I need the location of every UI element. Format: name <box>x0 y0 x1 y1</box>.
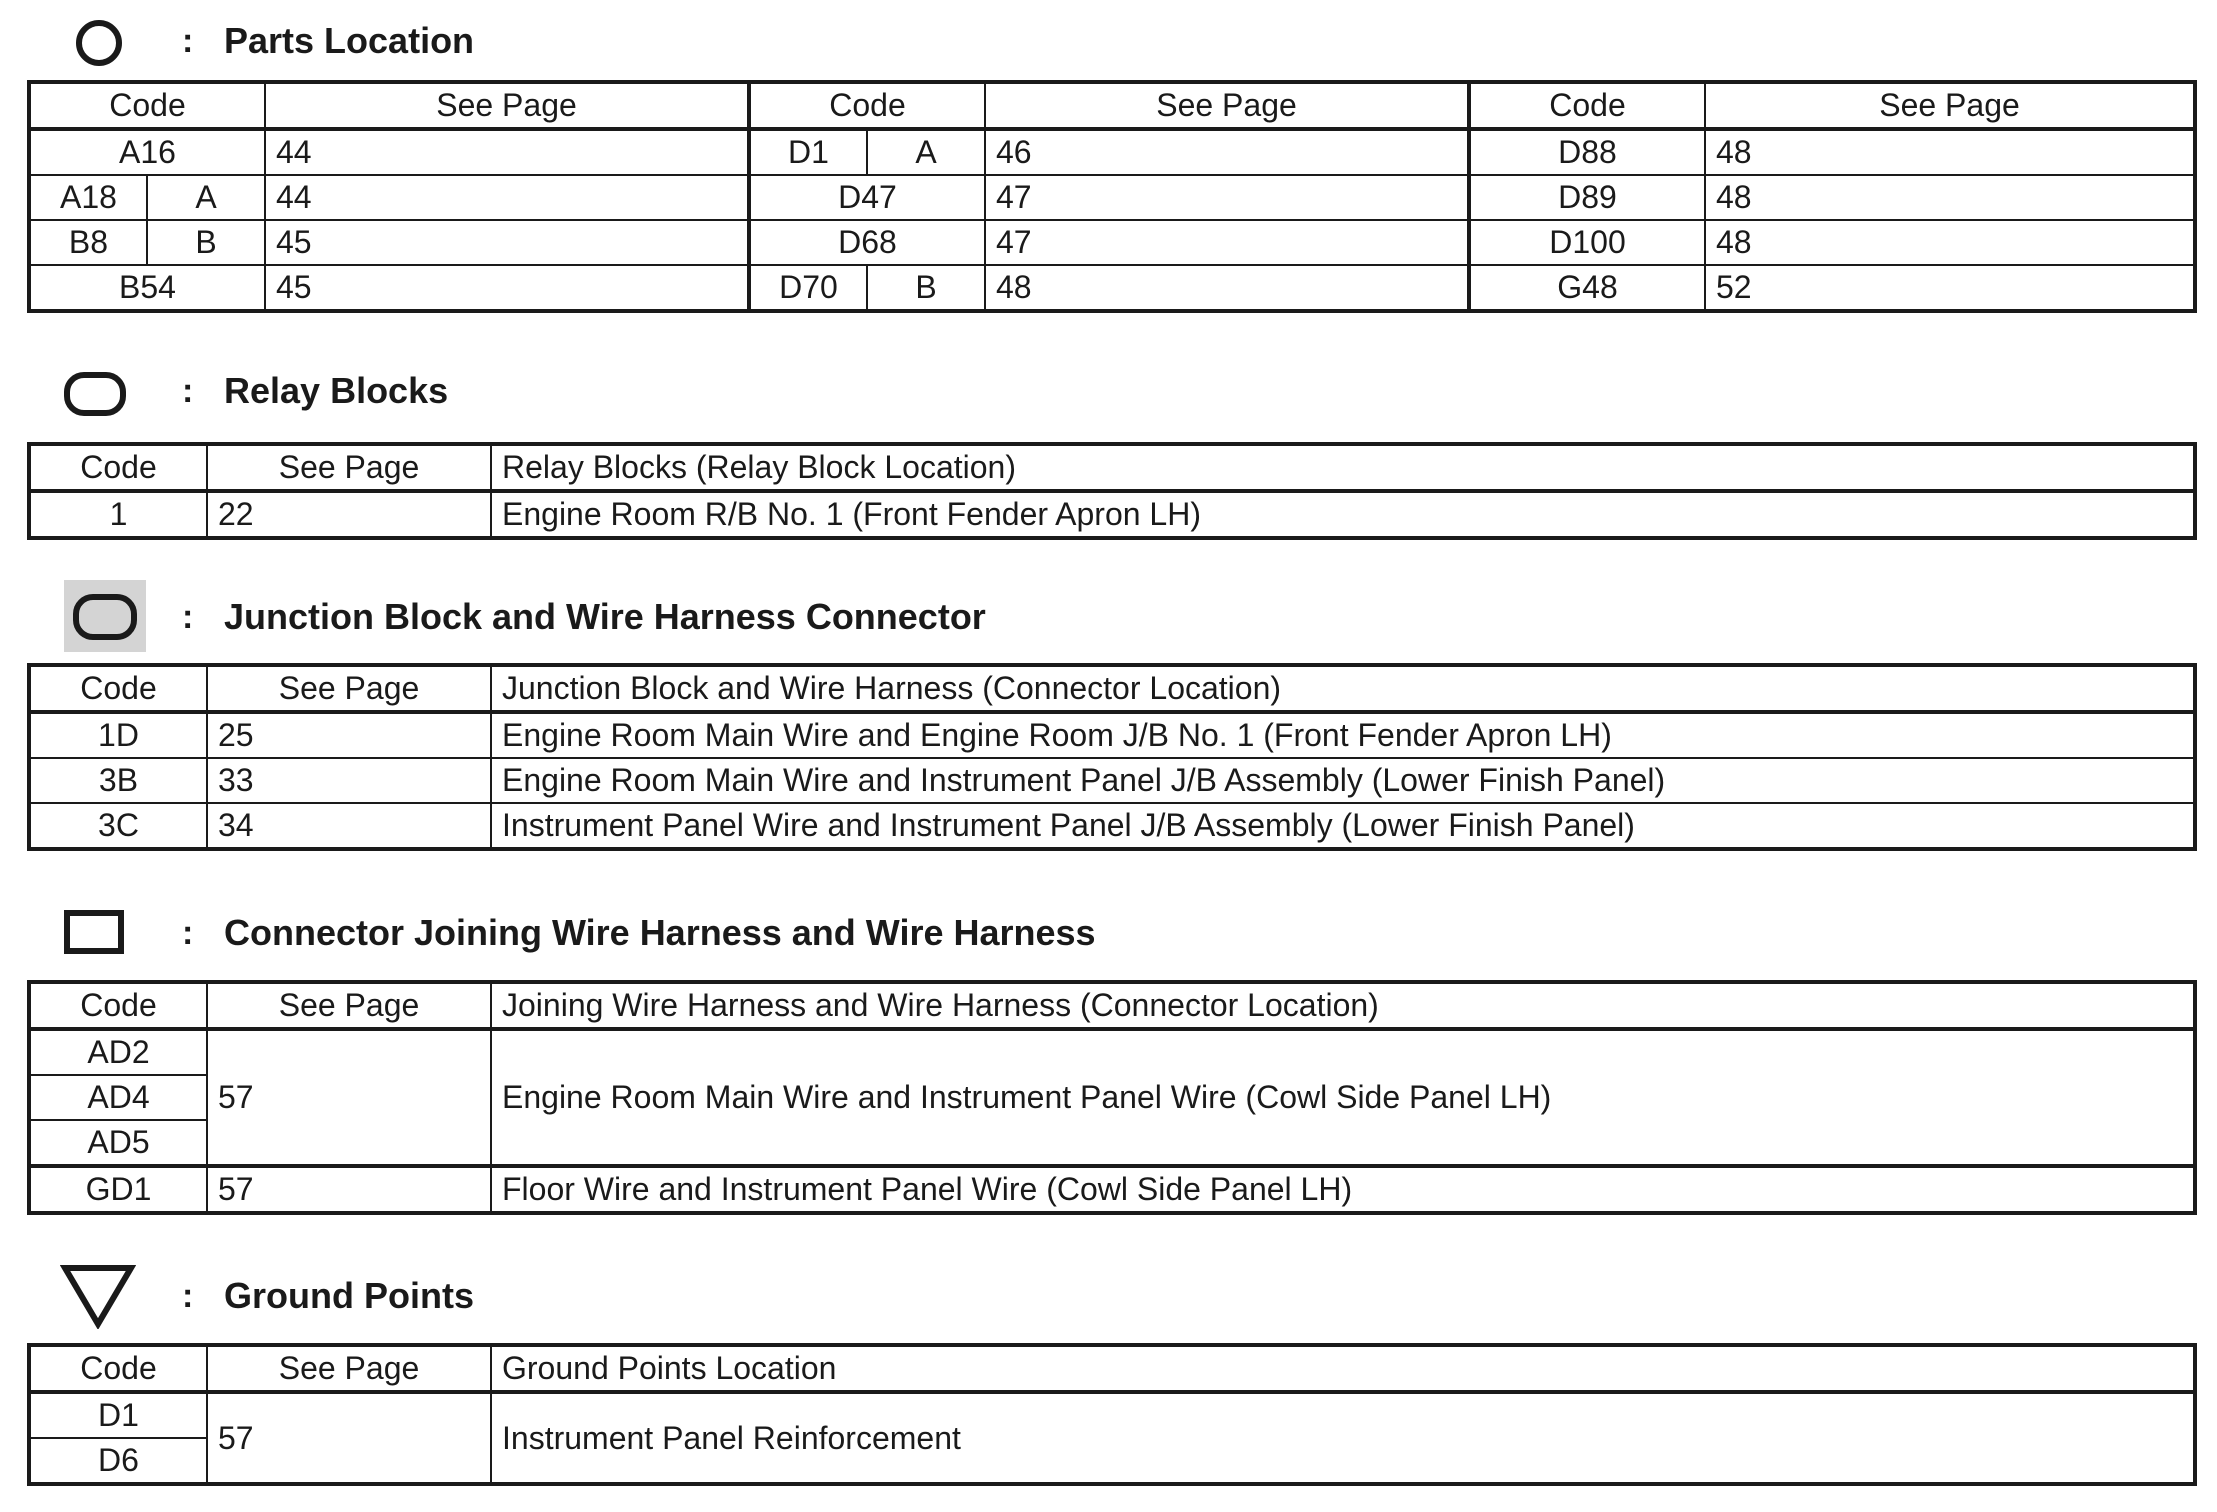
table-row <box>29 175 2195 220</box>
colon: : <box>182 1277 194 1315</box>
code-cell: D89 <box>1469 175 1705 220</box>
colon: : <box>182 598 194 636</box>
table-row <box>29 803 2195 849</box>
header-see-page: See Page <box>207 444 491 491</box>
code-cell: GD1 <box>29 1166 207 1213</box>
table-row <box>29 1166 2195 1213</box>
header-see-page: See Page <box>207 665 491 712</box>
page-cell: 22 <box>207 491 491 538</box>
page-cell: 47 <box>985 220 1469 265</box>
page-cell: 34 <box>207 803 491 849</box>
header-description: Junction Block and Wire Harness (Connector Location) <box>491 665 2195 712</box>
header-see-page: See Page <box>985 82 1469 129</box>
code-cell: B54 <box>29 265 265 311</box>
code-cell: D88 <box>1469 129 1705 175</box>
page-cell: 48 <box>1705 220 2195 265</box>
section-title: Junction Block and Wire Harness Connector <box>224 596 986 637</box>
description-cell: Engine Room R/B No. 1 (Front Fender Apron LH) <box>491 491 2195 538</box>
header-see-page: See Page <box>207 1345 491 1392</box>
colon: : <box>182 914 194 952</box>
code-cell: D1 <box>29 1392 207 1438</box>
description-cell: Floor Wire and Instrument Panel Wire (Cowl Side Panel LH) <box>491 1166 2195 1213</box>
code-cell: D6 <box>29 1438 207 1484</box>
circle-icon <box>76 20 122 66</box>
page-cell: 46 <box>985 129 1469 175</box>
header-see-page: See Page <box>265 82 749 129</box>
page-cell: 57 <box>207 1029 491 1166</box>
code-cell: 3C <box>29 803 207 849</box>
table-row <box>29 1392 2195 1438</box>
code-cell: D1 <box>749 129 867 175</box>
section-header <box>0 575 2217 655</box>
header-code: Code <box>29 82 265 129</box>
sub-cell: A <box>147 175 265 220</box>
header-code: Code <box>29 1345 207 1392</box>
triangle-down-icon <box>60 1263 136 1329</box>
code-cell: D100 <box>1469 220 1705 265</box>
relay-blocks-table <box>27 442 2197 540</box>
page-cell: 48 <box>1705 175 2195 220</box>
code-cell: 1D <box>29 712 207 758</box>
header-description: Ground Points Location <box>491 1345 2195 1392</box>
page-cell: 33 <box>207 758 491 803</box>
section-title: Parts Location <box>224 20 475 61</box>
rounded-rect-icon <box>64 372 126 416</box>
section-header <box>0 1255 2217 1335</box>
description-cell: Engine Room Main Wire and Instrument Panel Wire (Cowl Side Panel LH) <box>491 1029 2195 1166</box>
table-row <box>29 220 2195 265</box>
code-cell: AD5 <box>29 1120 207 1166</box>
code-cell: AD4 <box>29 1075 207 1120</box>
square-icon <box>64 910 124 954</box>
page-cell: 47 <box>985 175 1469 220</box>
header-see-page: See Page <box>1705 82 2195 129</box>
header-description: Relay Blocks (Relay Block Location) <box>491 444 2195 491</box>
page-cell: 45 <box>265 265 749 311</box>
code-cell: D47 <box>749 175 985 220</box>
sub-cell: B <box>147 220 265 265</box>
table-row <box>29 129 2195 175</box>
shaded-rounded-rect-icon <box>64 580 146 652</box>
code-cell: A16 <box>29 129 265 175</box>
page-cell: 44 <box>265 129 749 175</box>
table-row <box>29 1029 2195 1075</box>
header-code: Code <box>29 444 207 491</box>
section-header <box>0 355 2217 435</box>
page-cell: 25 <box>207 712 491 758</box>
code-cell: 1 <box>29 491 207 538</box>
description-cell: Engine Room Main Wire and Engine Room J/B No. 1 (Front Fender Apron LH) <box>491 712 2195 758</box>
parts-location-table <box>27 80 2197 313</box>
connector-joining-table <box>27 980 2197 1215</box>
header-see-page: See Page <box>207 982 491 1029</box>
code-cell: A18 <box>29 175 147 220</box>
page-cell: 57 <box>207 1392 491 1484</box>
header-code: Code <box>29 982 207 1029</box>
header-code: Code <box>29 665 207 712</box>
page-cell: 44 <box>265 175 749 220</box>
section-title: Relay Blocks <box>224 370 449 411</box>
section-title: Ground Points <box>224 1275 474 1316</box>
table-row <box>29 758 2195 803</box>
junction-block-table <box>27 663 2197 851</box>
sub-cell: A <box>867 129 985 175</box>
sub-cell: B <box>867 265 985 311</box>
section-title: Connector Joining Wire Harness and Wire Harness <box>224 912 1096 953</box>
page-cell: 48 <box>1705 129 2195 175</box>
page-cell: 48 <box>985 265 1469 311</box>
header-code: Code <box>1469 82 1705 129</box>
code-cell: G48 <box>1469 265 1705 311</box>
table-row <box>29 265 2195 311</box>
header-code: Code <box>749 82 985 129</box>
page-cell: 57 <box>207 1166 491 1213</box>
code-cell: 3B <box>29 758 207 803</box>
ground-points-table <box>27 1343 2197 1486</box>
code-cell: D70 <box>749 265 867 311</box>
colon: : <box>182 22 194 60</box>
header-description: Joining Wire Harness and Wire Harness (Connector Location) <box>491 982 2195 1029</box>
table-row <box>29 712 2195 758</box>
page-cell: 45 <box>265 220 749 265</box>
description-cell: Instrument Panel Reinforcement <box>491 1392 2195 1484</box>
colon: : <box>182 372 194 410</box>
description-cell: Engine Room Main Wire and Instrument Panel J/B Assembly (Lower Finish Panel) <box>491 758 2195 803</box>
table-row <box>29 491 2195 538</box>
page-cell: 52 <box>1705 265 2195 311</box>
code-cell: D68 <box>749 220 985 265</box>
code-cell: AD2 <box>29 1029 207 1075</box>
description-cell: Instrument Panel Wire and Instrument Panel J/B Assembly (Lower Finish Panel) <box>491 803 2195 849</box>
code-cell: B8 <box>29 220 147 265</box>
section-header <box>0 0 2217 80</box>
section-header <box>0 892 2217 972</box>
